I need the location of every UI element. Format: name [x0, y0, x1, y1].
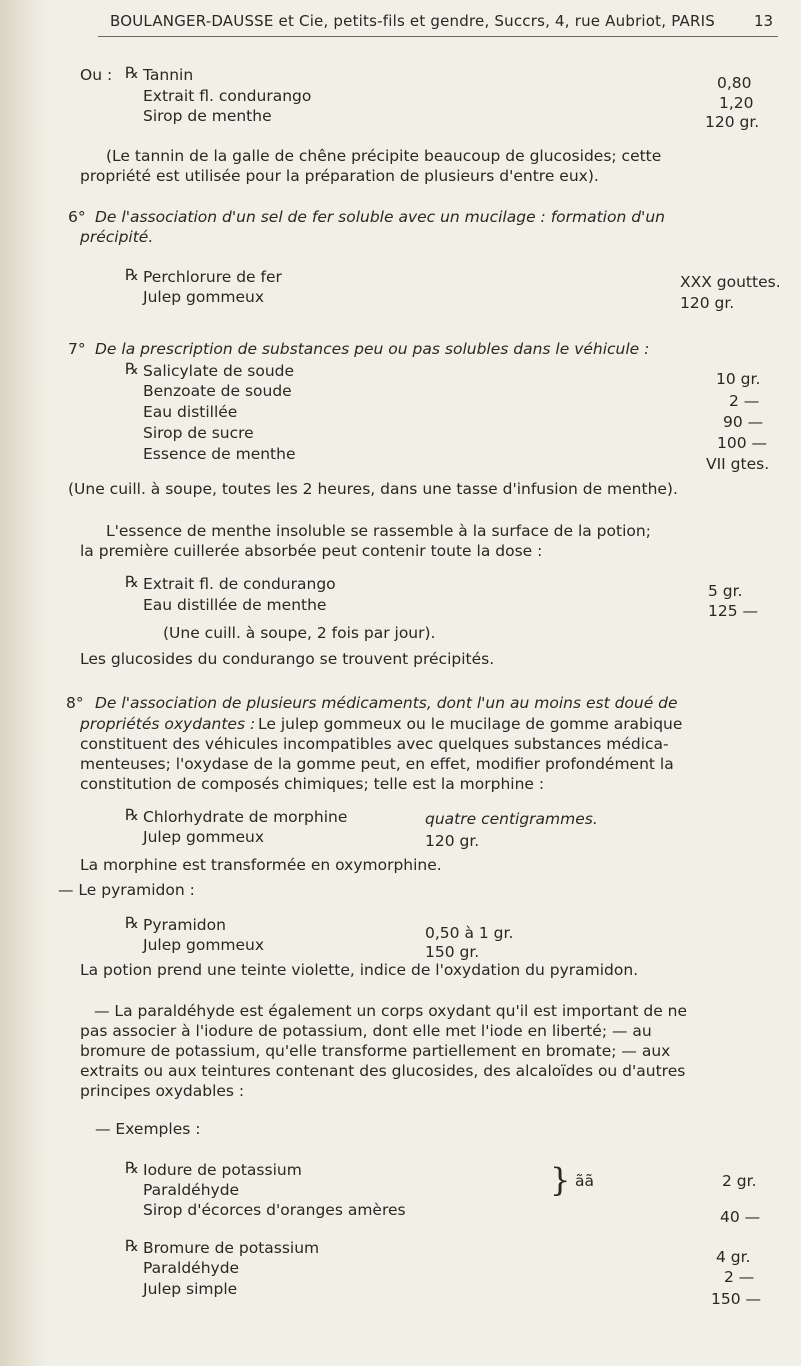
ingredient-qty: 2 — [729, 392, 760, 410]
note-line: (Le tannin de la galle de chêne précipite beaucoup de glucosides; cette [106, 147, 662, 165]
ingredient-qty: 2 — [724, 1268, 755, 1286]
running-header: BOULANGER-DAUSSE et Cie, petits-fils et gendre, Succrs, 4, rue Aubriot, PARIS [110, 12, 715, 30]
ingredient-qty: quatre centigrammes. [425, 810, 598, 828]
ingredient-name: Eau distillée [143, 403, 238, 421]
aa-marker: ãã [575, 1172, 594, 1190]
page-number: 13 [754, 12, 774, 30]
section-title: De la prescription de substances peu ou pas solubles dans le véhicule : [95, 340, 650, 358]
section-number: 8° [66, 694, 84, 712]
section-title: De l'association d'un sel de fer soluble avec un mucilage : formation d'un [95, 208, 665, 226]
rx-symbol: ℞ [125, 1237, 139, 1255]
ingredient-name: Essence de menthe [143, 445, 296, 463]
ingredient-qty: 1,20 [719, 94, 754, 112]
ingredient-qty: 5 gr. [708, 582, 743, 600]
section-number: 6° [68, 208, 86, 226]
scan-shadow [0, 0, 48, 1366]
ingredient-name: Julep gommeux [143, 936, 265, 954]
paragraph-line: bromure de potassium, qu'elle transforme partiellement en bromate; — aux [80, 1042, 671, 1060]
ingredient-qty: 100 — [717, 434, 768, 452]
ingredient-name: Perchlorure de fer [143, 268, 282, 286]
dosage-note: (Une cuill. à soupe, 2 fois par jour). [163, 624, 436, 642]
paragraph-line: — Le pyramidon : [58, 881, 195, 899]
block1-intro: Ou : [80, 66, 113, 84]
ingredient-name: Sirop de menthe [143, 107, 272, 125]
ingredient-qty: 2 gr. [722, 1172, 757, 1190]
ingredient-qty: 120 gr. [425, 832, 480, 850]
examples-label: — Exemples : [95, 1120, 201, 1138]
rx-symbol: ℞ [125, 806, 139, 824]
paragraph-line: extraits ou aux teintures contenant des glucosides, des alcaloïdes ou d'autres [80, 1062, 686, 1080]
paragraph-line: — La paraldéhyde est également un corps oxydant qu'il est important de ne [94, 1002, 688, 1020]
ingredient-qty: XXX gouttes. [680, 273, 781, 291]
ingredient-name: Julep simple [143, 1280, 238, 1298]
ingredient-name: Paraldéhyde [143, 1181, 240, 1199]
paragraph-line: pas associer à l'iodure de potassium, dont elle met l'iode en liberté; — au [80, 1022, 652, 1040]
rx-symbol: ℞ [125, 266, 139, 284]
ingredient-name: Sirop de sucre [143, 424, 254, 442]
paragraph-line: constituent des véhicules incompatibles avec quelques substances médica- [80, 735, 669, 753]
ingredient-name: Chlorhydrate de morphine [143, 808, 348, 826]
ingredient-qty: 150 gr. [425, 943, 480, 961]
ingredient-qty: 4 gr. [716, 1248, 751, 1266]
rx-symbol: ℞ [125, 1159, 139, 1177]
note-line: propriété est utilisée pour la préparation de plusieurs d'entre eux). [80, 167, 599, 185]
paragraph-line: principes oxydables : [80, 1082, 245, 1100]
ingredient-name: Extrait fl. de condurango [143, 575, 336, 593]
ingredient-name: Pyramidon [143, 916, 226, 934]
section-number: 7° [68, 340, 86, 358]
paragraph-line: constitution de composés chimiques; telle est la morphine : [80, 775, 545, 793]
section-title: précipité. [80, 228, 154, 246]
dosage-note: (Une cuill. à soupe, toutes les 2 heures, dans une tasse d'infusion de menthe). [68, 480, 678, 498]
ingredient-name: Extrait fl. condurango [143, 87, 312, 105]
ingredient-name: Sirop d'écorces d'oranges amères [143, 1201, 406, 1219]
ingredient-name: Salicylate de soude [143, 362, 295, 380]
ingredient-name: Bromure de potassium [143, 1239, 320, 1257]
paragraph-line: Le julep gommeux ou le mucilage de gomme arabique [258, 715, 683, 733]
ingredient-name: Paraldéhyde [143, 1259, 240, 1277]
ingredient-qty: 0,50 à 1 gr. [425, 924, 514, 942]
ingredient-qty: 10 gr. [716, 370, 761, 388]
paragraph-line: L'essence de menthe insoluble se rassemble à la surface de la potion; [106, 522, 651, 540]
paragraph-line: La potion prend une teinte violette, indice de l'oxydation du pyramidon. [80, 961, 639, 979]
ingredient-qty: 0,80 [717, 74, 752, 92]
section-title: propriétés oxydantes : [80, 715, 256, 733]
ingredient-qty: 40 — [720, 1208, 761, 1226]
ingredient-name: Tannin [143, 66, 194, 84]
ingredient-qty: 90 — [723, 413, 764, 431]
rx-symbol: ℞ [125, 360, 139, 378]
section-title: De l'association de plusieurs médicaments, dont l'un au moins est doué de [95, 694, 678, 712]
paragraph-line: la première cuillerée absorbée peut contenir toute la dose : [80, 542, 543, 560]
paragraph-line: menteuses; l'oxydase de la gomme peut, en effet, modifier profondément la [80, 755, 674, 773]
ingredient-qty: 120 gr. [680, 294, 735, 312]
paragraph-line: La morphine est transformée en oxymorphine. [80, 856, 442, 874]
ingredient-qty: VII gtes. [706, 455, 770, 473]
brace-icon: } [550, 1161, 571, 1199]
rx-symbol: ℞ [125, 573, 139, 591]
rx-symbol: ℞ [125, 64, 139, 82]
ingredient-name: Julep gommeux [143, 828, 265, 846]
ingredient-qty: 150 — [711, 1290, 762, 1308]
header-rule [98, 36, 778, 37]
ingredient-qty: 125 — [708, 602, 759, 620]
ingredient-name: Benzoate de soude [143, 382, 292, 400]
rx-symbol: ℞ [125, 914, 139, 932]
ingredient-qty: 120 gr. [705, 113, 760, 131]
ingredient-name: Julep gommeux [143, 288, 265, 306]
ingredient-name: Eau distillée de menthe [143, 596, 327, 614]
paragraph-line: Les glucosides du condurango se trouvent précipités. [80, 650, 495, 668]
ingredient-name: Iodure de potassium [143, 1161, 302, 1179]
